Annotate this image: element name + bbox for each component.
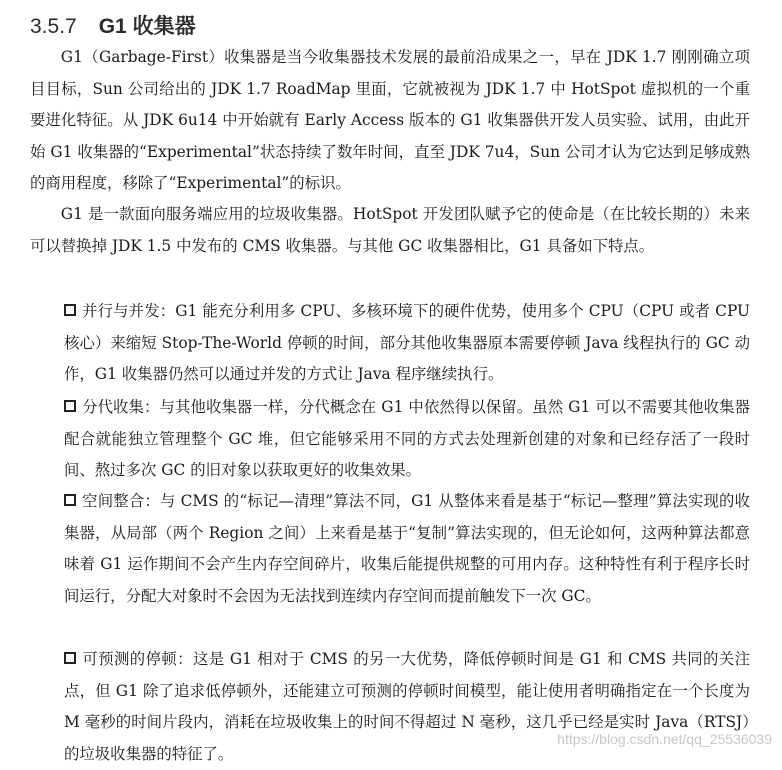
features-intro-paragraph: G1 是一款面向服务端应用的垃圾收集器。HotSpot 开发团队赋予它的使命是（在比较长期的）未来可以替换掉 JDK 1.5 中发布的 CMS 收集器。与其他 GC 收集器相比，G1 具备如下特点。 [30, 205, 750, 255]
section-number: 3.5.7 [30, 15, 77, 38]
list-item-text: 可预测的停顿：这是 G1 相对于 CMS 的另一大优势，降低停顿时间是 G1 和 CMS 共同的关注点，但 G1 除了追求低停顿外，还能建立可预测的停顿时间模型，能让使用者明确指定在一个长度为 M 毫秒的时间片段内，消耗在垃圾收集上的时间不得超过 N 毫秒，这几乎已经是实时 Java（RTSJ）的垃圾收集器的特征了。 [64, 650, 750, 763]
checkbox-bullet-icon [64, 652, 76, 664]
list-item [64, 392, 750, 487]
checkbox-bullet-icon [64, 304, 76, 316]
list-item-text: 分代收集：与其他收集器一样，分代概念在 G1 中依然得以保留。虽然 G1 可以不需要其他收集器配合就能独立管理整个 GC 堆，但它能够采用不同的方式去处理新创建的对象和已经存活了一段时间、熬过多次 GC 的旧对象以获取更好的收集效果。 [64, 398, 750, 480]
list-item [64, 486, 750, 612]
checkbox-bullet-icon [64, 400, 76, 412]
list-item [64, 644, 750, 770]
list-item-text: 空间整合：与 CMS 的“标记—清理”算法不同，G1 从整体来看是基于“标记—整理”算法实现的收集器，从局部（两个 Region 之间）上来看是基于“复制”算法实现的，但无论如何，这两种算法都意味着 G1 运作期间不会产生内存空间碎片，收集后能提供规整的可用内存。这种特性有利于程序长时间运行，分配大对象时不会因为无法找到连续内存空间而提前触发下一次 GC。 [64, 492, 750, 605]
intro-paragraph: G1（Garbage-First）收集器是当今收集器技术发展的最前沿成果之一，早在 JDK 1.7 刚刚确立项目目标，Sun 公司给出的 JDK 1.7 RoadMap 里面，它就被视为 JDK 1.7 中 HotSpot 虚拟机的一个重要进化特征。从 JDK 6u14 中开始就有 Early Access 版本的 G1 收集器供开发人员实验、试用，由此开始 G1 收集器的“Experimental”状态持续了数年时间，直至 JDK 7u4，Sun 公司才认为它达到足够成熟的商用程度，移除了“Experimental”的标识。 [30, 48, 750, 193]
watermark: https://blog.csdn.net/qq_25536039 [557, 731, 772, 747]
section-heading [30, 10, 196, 40]
list-item-text: 并行与并发：G1 能充分利用多 CPU、多核环境下的硬件优势，使用多个 CPU（CPU 或者 CPU 核心）来缩短 Stop-The-World 停顿的时间，部分其他收集器原本需要停顿 Java 线程执行的 GC 动作，G1 收集器仍然可以通过并发的方式让 Java 程序继续执行。 [64, 302, 750, 384]
section-title: G1 收集器 [98, 15, 196, 38]
list-item [64, 296, 750, 391]
checkbox-bullet-icon [64, 494, 76, 506]
